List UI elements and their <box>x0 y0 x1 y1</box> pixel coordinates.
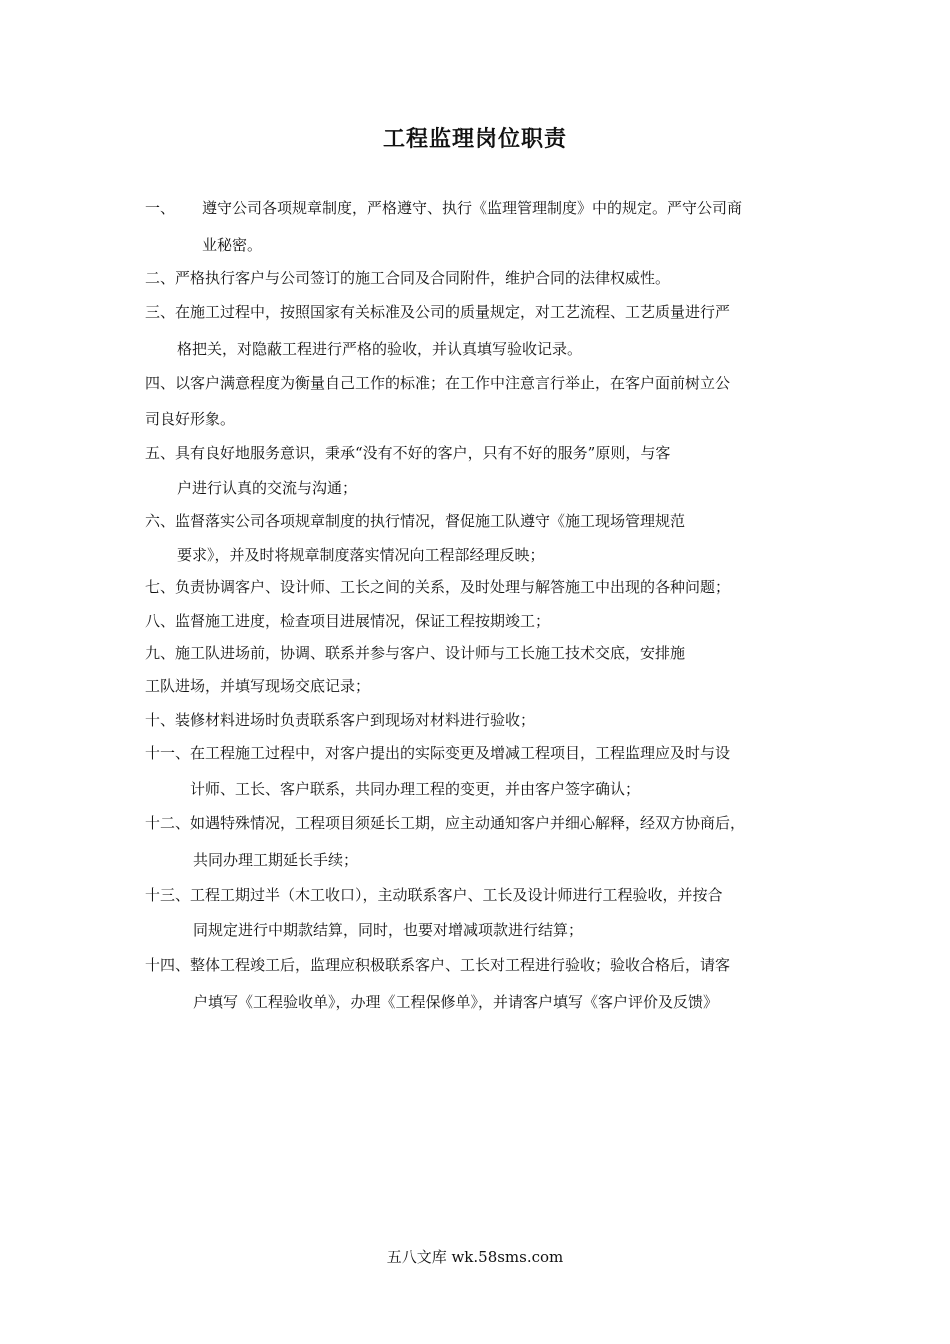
item-14-line1: 十四、整体工程竣工后，监理应积极联系客户、工长对工程进行验收；验收合格后，请客 <box>145 956 731 974</box>
item-3-line2: 格把关，对隐蔽工程进行严格的验收，并认真填写验收记录。 <box>177 340 583 358</box>
item-1-number: 一、 <box>145 199 176 217</box>
item-8-line1: 八、监督施工进度，检查项目进展情况，保证工程按期竣工； <box>145 612 551 630</box>
item-4-line1: 四、以客户满意程度为衡量自己工作的标准；在工作中注意言行举止，在客户面前树立公 <box>145 374 731 392</box>
item-1-line1: 遵守公司各项规章制度，严格遵守、执行《监理管理制度》中的规定。严守公司商 <box>202 199 743 217</box>
item-13-line2: 同规定进行中期款结算，同时，也要对增减项款进行结算； <box>193 921 584 939</box>
item-2-line1: 二、严格执行客户与公司签订的施工合同及合同附件，维护合同的法律权威性。 <box>145 269 671 287</box>
item-11-line2: 计师、工长、客户联系，共同办理工程的变更，并由客户签字确认； <box>190 780 641 798</box>
item-7-line1: 七、负责协调客户、设计师、工长之间的关系，及时处理与解答施工中出现的各种问题； <box>145 578 731 596</box>
item-13-line1: 十三、工程工期过半（木工收口），主动联系客户、工长及设计师进行工程验收，并按合 <box>145 886 723 904</box>
item-14-line2: 户填写《工程验收单》，办理《工程保修单》，并请客户填写《客户评价及反馈》 <box>193 993 719 1011</box>
item-9-line1: 九、施工队进场前，协调、联系并参与客户、设计师与工长施工技术交底，安排施 <box>145 644 686 662</box>
item-5-line1: 五、具有良好地服务意识，秉承“没有不好的客户，只有不好的服务”原则，与客 <box>145 444 671 462</box>
footer-watermark: 五八文库 wk.58sms.com <box>386 1248 564 1266</box>
item-6-line1: 六、监督落实公司各项规章制度的执行情况，督促施工队遵守《施工现场管理规范 <box>145 512 686 530</box>
item-4-line2: 司良好形象。 <box>145 410 236 428</box>
item-1-line2: 业秘密。 <box>202 236 263 254</box>
item-6-line2: 要求》，并及时将规章制度落实情况向工程部经理反映； <box>177 546 545 564</box>
page-title: 工程监理岗位职责 <box>382 126 567 152</box>
item-12-line2: 共同办理工期延长手续； <box>193 851 359 869</box>
item-12-line1: 十二、如遇特殊情况，工程项目须延长工期，应主动通知客户并细心解释，经双方协商后， <box>145 814 746 832</box>
item-9-line2: 工队进场，并填写现场交底记录； <box>145 677 371 695</box>
item-5-line2: 户进行认真的交流与沟通； <box>177 479 358 497</box>
item-3-line1: 三、在施工过程中，按照国家有关标准及公司的质量规定，对工艺流程、工艺质量进行严 <box>145 303 731 321</box>
item-10-line1: 十、装修材料进场时负责联系客户到现场对材料进行验收； <box>145 711 536 729</box>
item-11-line1: 十一、在工程施工过程中，对客户提出的实际变更及增减工程项目，工程监理应及时与设 <box>145 744 731 762</box>
